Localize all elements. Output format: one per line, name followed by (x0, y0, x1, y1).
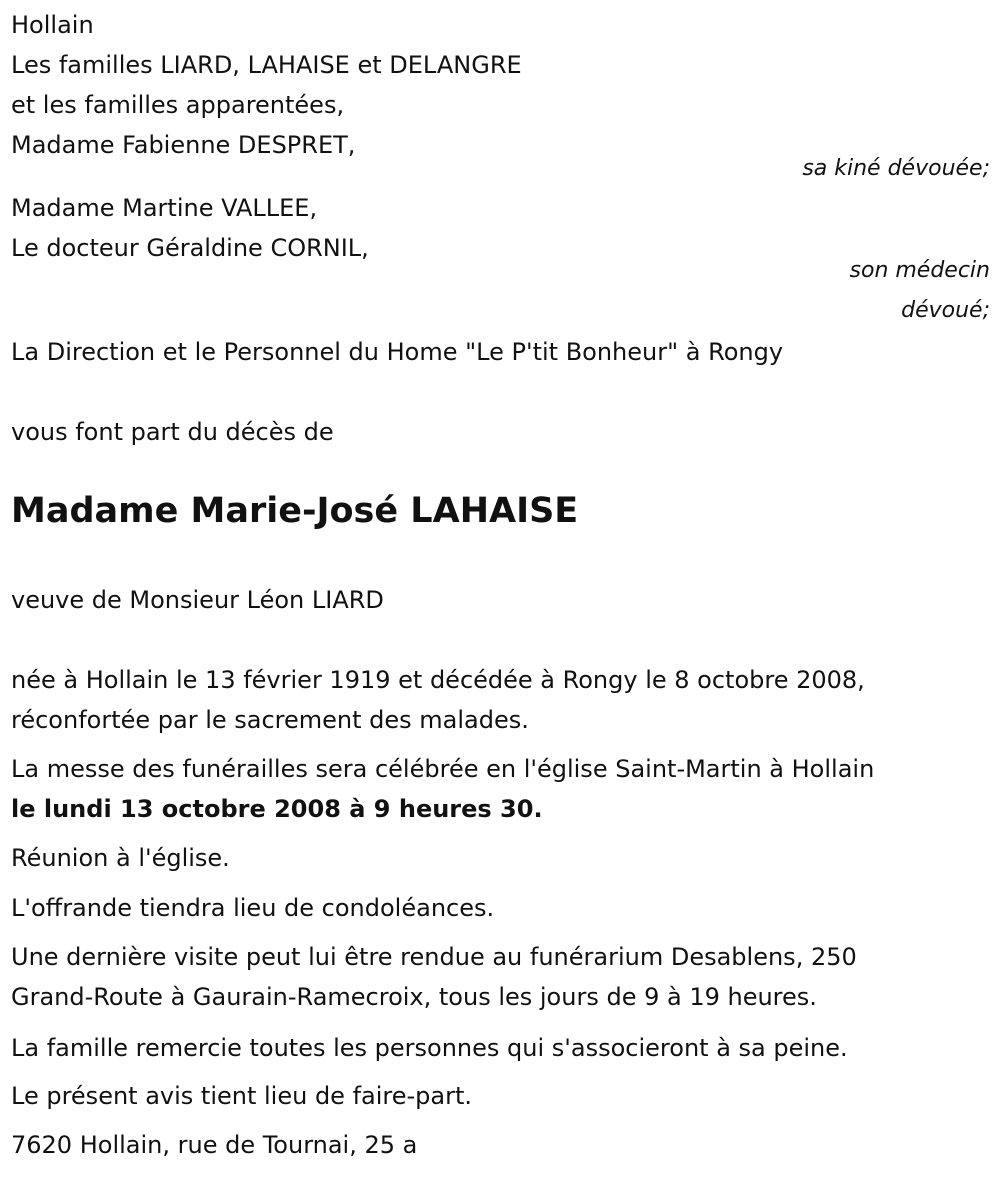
deceased-name: Madame Marie-José LAHAISE (11, 491, 579, 531)
meeting-line: Réunion à l'église. (11, 844, 230, 872)
notice-line: Le présent avis tient lieu de faire-part. (11, 1082, 473, 1110)
cornil-name: Le docteur Géraldine CORNIL, (11, 234, 369, 262)
announcement-line: vous font part du décès de (11, 418, 334, 446)
despret-name: Madame Fabienne DESPRET, (11, 131, 356, 159)
offering-line: L'offrande tiendra lieu de condoléances. (11, 894, 495, 922)
birth-death-line-1: née à Hollain le 13 février 1919 et décédée à Rongy le 8 octobre 2008, (11, 666, 865, 694)
widow-of-line: veuve de Monsieur Léon LIARD (11, 586, 384, 614)
mass-date: le lundi 13 octobre 2008 à 9 heures 30. (11, 795, 543, 823)
visit-line-2: Grand-Route à Gaurain-Ramecroix, tous les jours de 9 à 19 heures. (11, 983, 817, 1011)
despret-role: sa kiné dévouée; (802, 156, 990, 181)
visit-line-1: Une dernière visite peut lui être rendue au funérarium Desablens, 250 (11, 943, 857, 971)
cornil-role-line-2: dévoué; (901, 298, 990, 323)
vallee-name: Madame Martine VALLEE, (11, 194, 318, 222)
birth-death-line-2: réconfortée par le sacrement des malades. (11, 706, 529, 734)
families-line-1: Les familles LIARD, LAHAISE et DELANGRE (11, 51, 522, 79)
cornil-role-line-1: son médecin (849, 258, 990, 283)
home-staff-line: La Direction et le Personnel du Home "Le P'tit Bonheur" à Rongy (11, 338, 784, 366)
families-line-2: et les familles apparentées, (11, 91, 345, 119)
address-line: 7620 Hollain, rue de Tournai, 25 a (11, 1131, 418, 1159)
village-name: Hollain (11, 11, 94, 39)
thanks-line: La famille remercie toutes les personnes qui s'associeront à sa peine. (11, 1034, 848, 1062)
mass-line: La messe des funérailles sera célébrée en l'église Saint-Martin à Hollain (11, 755, 875, 783)
